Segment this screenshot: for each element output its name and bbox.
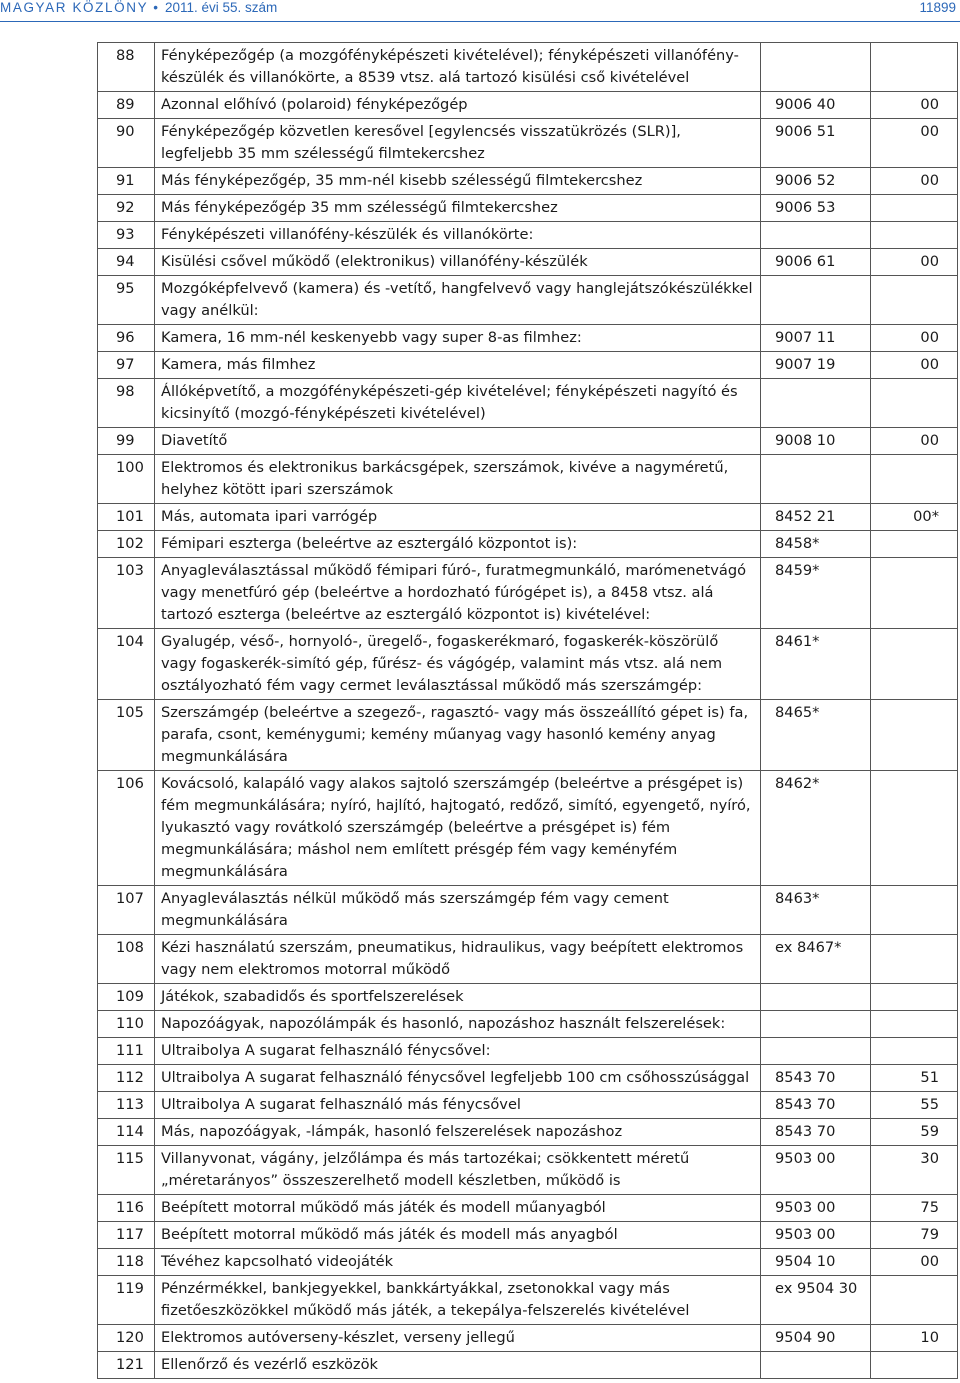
- row-description: Gyalugép, véső-, hornyoló-, üregelő-, fogaskerékmaró, fogaskerék-köszörülő vagy fogaskerék-simító gép, fűrész- és vágógép, valamint más vtsz. alá nem osztályozható fém vagy cermet leválasztással működő más szerszámgép:: [155, 629, 761, 700]
- tariff-subcode: 00: [871, 92, 958, 119]
- tariff-code: [761, 379, 871, 428]
- tariff-code: 9006 61: [761, 249, 871, 276]
- row-description: Állóképvetítő, a mozgófényképészeti-gép kivételével; fényképészeti nagyító és kicsinyítő (mozgó-fényképészeti kivételével): [155, 379, 761, 428]
- row-description: Fémipari eszterga (beleértve az esztergáló központot is):: [155, 531, 761, 558]
- tariff-subcode: 10: [871, 1325, 958, 1352]
- tariff-code: 8452 21: [761, 504, 871, 531]
- tariff-subcode: [871, 379, 958, 428]
- tariff-subcode: 30: [871, 1146, 958, 1195]
- tariff-code: [761, 1011, 871, 1038]
- tariff-code: 9006 51: [761, 119, 871, 168]
- table-row: [98, 1011, 958, 1038]
- tariff-subcode: [871, 558, 958, 629]
- tariff-subcode: [871, 222, 958, 249]
- row-number: 113: [98, 1092, 155, 1119]
- tariff-code: [761, 984, 871, 1011]
- table-row: [98, 771, 958, 886]
- row-number: 103: [98, 558, 155, 629]
- tariff-subcode: 00: [871, 352, 958, 379]
- tariff-code: 8459*: [761, 558, 871, 629]
- tariff-subcode: 00: [871, 168, 958, 195]
- row-number: 107: [98, 886, 155, 935]
- table-row: [98, 629, 958, 700]
- table-row: [98, 222, 958, 249]
- table-row: [98, 1352, 958, 1379]
- row-number: 116: [98, 1195, 155, 1222]
- table-row: [98, 352, 958, 379]
- row-number: 118: [98, 1249, 155, 1276]
- tariff-subcode: 00: [871, 428, 958, 455]
- tariff-code: 8465*: [761, 700, 871, 771]
- tariff-code: ex 8467*: [761, 935, 871, 984]
- publication-name: MAGYAR KÖZLÖNY: [0, 0, 148, 15]
- row-number: 106: [98, 771, 155, 886]
- header-title-line: [0, 0, 277, 15]
- row-description: Kisülési csővel működő (elektronikus) villanófény-készülék: [155, 249, 761, 276]
- tariff-subcode: 00: [871, 1249, 958, 1276]
- tariff-code: 8543 70: [761, 1065, 871, 1092]
- row-number: 117: [98, 1222, 155, 1249]
- table-row: [98, 1038, 958, 1065]
- table-row: [98, 1222, 958, 1249]
- tariff-code: [761, 1352, 871, 1379]
- row-number: 108: [98, 935, 155, 984]
- tariff-code: 8543 70: [761, 1119, 871, 1146]
- table-row: [98, 558, 958, 629]
- table-row: [98, 276, 958, 325]
- table-row: [98, 168, 958, 195]
- table-row: [98, 1276, 958, 1325]
- table-row: [98, 1119, 958, 1146]
- row-description: Beépített motorral működő más játék és modell műanyagból: [155, 1195, 761, 1222]
- row-number: 120: [98, 1325, 155, 1352]
- table-row: [98, 325, 958, 352]
- row-description: Más, automata ipari varrógép: [155, 504, 761, 531]
- tariff-subcode: 55: [871, 1092, 958, 1119]
- row-number: 93: [98, 222, 155, 249]
- tariff-code: 9006 40: [761, 92, 871, 119]
- table-row: [98, 455, 958, 504]
- tariff-code: ex 9504 30: [761, 1276, 871, 1325]
- row-description: Villanyvonat, vágány, jelzőlámpa és más tartozékai; csökkentett méretű „méretarányos” összeszerelhető modell készletben, működő is: [155, 1146, 761, 1195]
- tariff-code: 8462*: [761, 771, 871, 886]
- tariff-subcode: [871, 455, 958, 504]
- row-number: 112: [98, 1065, 155, 1092]
- tariff-subcode: 00: [871, 325, 958, 352]
- page-number: 11899: [919, 0, 956, 15]
- tariff-code: 8543 70: [761, 1092, 871, 1119]
- row-number: 119: [98, 1276, 155, 1325]
- tariff-code: 9503 00: [761, 1146, 871, 1195]
- row-number: 104: [98, 629, 155, 700]
- row-description: Más fényképezőgép, 35 mm-nél kisebb szélességű filmtekercshez: [155, 168, 761, 195]
- table-row: [98, 886, 958, 935]
- row-number: 110: [98, 1011, 155, 1038]
- tariff-subcode: 00: [871, 249, 958, 276]
- row-number: 98: [98, 379, 155, 428]
- table-row: [98, 935, 958, 984]
- row-number: 101: [98, 504, 155, 531]
- row-description: Elektromos és elektronikus barkácsgépek, szerszámok, kivéve a nagyméretű, helyhez kötött ipari szerszámok: [155, 455, 761, 504]
- tariff-subcode: 51: [871, 1065, 958, 1092]
- tariff-table: [97, 42, 958, 1379]
- row-number: 114: [98, 1119, 155, 1146]
- tariff-code: 9006 53: [761, 195, 871, 222]
- row-number: 121: [98, 1352, 155, 1379]
- tariff-subcode: 00: [871, 119, 958, 168]
- tariff-code: [761, 43, 871, 92]
- row-number: 115: [98, 1146, 155, 1195]
- row-description: Ellenőrző és vezérlő eszközök: [155, 1352, 761, 1379]
- tariff-subcode: [871, 195, 958, 222]
- row-description: Azonnal előhívó (polaroid) fényképezőgép: [155, 92, 761, 119]
- tariff-subcode: [871, 1276, 958, 1325]
- table-row: [98, 428, 958, 455]
- table-row: [98, 1325, 958, 1352]
- tariff-subcode: [871, 531, 958, 558]
- tariff-code: [761, 455, 871, 504]
- tariff-subcode: [871, 886, 958, 935]
- tariff-code: 8463*: [761, 886, 871, 935]
- row-number: 95: [98, 276, 155, 325]
- row-description: Fényképezőgép (a mozgófényképészeti kivételével); fényképészeti villanófény-készülék és villanókörte, a 8539 vtsz. alá tartozó kisülési cső kivételével: [155, 43, 761, 92]
- table-body: [98, 43, 958, 1379]
- tariff-subcode: [871, 1011, 958, 1038]
- row-description: Ultraibolya A sugarat felhasználó fénycsővel legfeljebb 100 cm csőhosszúsággal: [155, 1065, 761, 1092]
- tariff-subcode: [871, 1038, 958, 1065]
- row-description: Diavetítő: [155, 428, 761, 455]
- row-number: 90: [98, 119, 155, 168]
- tariff-code: 9007 11: [761, 325, 871, 352]
- table-row: [98, 1065, 958, 1092]
- row-number: 91: [98, 168, 155, 195]
- row-description: Kézi használatú szerszám, pneumatikus, hidraulikus, vagy beépített elektromos vagy nem elektromos motorral működő: [155, 935, 761, 984]
- tariff-subcode: [871, 276, 958, 325]
- row-number: 100: [98, 455, 155, 504]
- row-description: Kovácsoló, kalapáló vagy alakos sajtoló szerszámgép (beleértve a présgépet is) fém megmunkálására; nyíró, hajlító, hajtogató, redőző, simító, egyengető, nyíró, lyukasztó vagy rovátkoló szerszámgép (beleértve a présgépet is) fém megmunkálására; máshol nem említett présgép fém vagy keményfém megmunkálására: [155, 771, 761, 886]
- tariff-subcode: [871, 43, 958, 92]
- table-row: [98, 700, 958, 771]
- row-number: 105: [98, 700, 155, 771]
- row-description: Kamera, más filmhez: [155, 352, 761, 379]
- tariff-code: 9007 19: [761, 352, 871, 379]
- table-row: [98, 92, 958, 119]
- table-row: [98, 119, 958, 168]
- row-description: Napozóágyak, napozólámpák és hasonló, napozáshoz használt felszerelések:: [155, 1011, 761, 1038]
- row-number: 97: [98, 352, 155, 379]
- tariff-code: [761, 1038, 871, 1065]
- tariff-code: [761, 222, 871, 249]
- row-number: 109: [98, 984, 155, 1011]
- row-number: 88: [98, 43, 155, 92]
- tariff-code: 8458*: [761, 531, 871, 558]
- page-header: [0, 0, 960, 18]
- row-description: Ultraibolya A sugarat felhasználó fénycsővel:: [155, 1038, 761, 1065]
- row-description: Fényképészeti villanófény-készülék és villanókörte:: [155, 222, 761, 249]
- row-number: 99: [98, 428, 155, 455]
- table-row: [98, 984, 958, 1011]
- row-number: 89: [98, 92, 155, 119]
- tariff-code: [761, 276, 871, 325]
- row-number: 102: [98, 531, 155, 558]
- row-description: Ultraibolya A sugarat felhasználó más fénycsővel: [155, 1092, 761, 1119]
- table-row: [98, 249, 958, 276]
- tariff-code: 8461*: [761, 629, 871, 700]
- issue-label: 2011. évi 55. szám: [164, 0, 278, 15]
- row-description: Pénzérmékkel, bankjegyekkel, bankkártyákkal, zsetonokkal vagy más fizetőeszközökkel működő más játék, a tekepálya-felszerelés kivételével: [155, 1276, 761, 1325]
- table-row: [98, 1092, 958, 1119]
- row-description: Tévéhez kapcsolható videojáték: [155, 1249, 761, 1276]
- tariff-subcode: 79: [871, 1222, 958, 1249]
- tariff-subcode: [871, 771, 958, 886]
- tariff-code: 9504 10: [761, 1249, 871, 1276]
- tariff-subcode: 00*: [871, 504, 958, 531]
- header-rule: [0, 21, 960, 22]
- tariff-code: 9504 90: [761, 1325, 871, 1352]
- table-row: [98, 1249, 958, 1276]
- tariff-subcode: [871, 984, 958, 1011]
- row-number: 92: [98, 195, 155, 222]
- row-description: Elektromos autóverseny-készlet, verseny jellegű: [155, 1325, 761, 1352]
- tariff-subcode: [871, 935, 958, 984]
- table-row: [98, 43, 958, 92]
- tariff-subcode: [871, 629, 958, 700]
- row-number: 111: [98, 1038, 155, 1065]
- row-number: 94: [98, 249, 155, 276]
- row-number: 96: [98, 325, 155, 352]
- tariff-subcode: [871, 700, 958, 771]
- table-row: [98, 504, 958, 531]
- row-description: Játékok, szabadidős és sportfelszerelések: [155, 984, 761, 1011]
- tariff-code: 9503 00: [761, 1195, 871, 1222]
- row-description: Fényképezőgép közvetlen keresővel [egylencsés visszatükrözés (SLR)], legfeljebb 35 mm szélességű filmtekercshez: [155, 119, 761, 168]
- tariff-code: 9006 52: [761, 168, 871, 195]
- tariff-code: 9008 10: [761, 428, 871, 455]
- tariff-subcode: 75: [871, 1195, 958, 1222]
- tariff-subcode: 59: [871, 1119, 958, 1146]
- row-description: Más, napozóágyak, -lámpák, hasonló felszerelések napozáshoz: [155, 1119, 761, 1146]
- row-description: Anyagleválasztás nélkül működő más szerszámgép fém vagy cement megmunkálására: [155, 886, 761, 935]
- row-description: Anyagleválasztással működő fémipari fúró-, furatmegmunkáló, marómenetvágó vagy menetfúró gép (beleértve a hordozható fúrógépet is), a 8458 vtsz. alá tartozó eszterga (beleértve az esztergáló központot is) kivételével:: [155, 558, 761, 629]
- table-row: [98, 379, 958, 428]
- row-description: Szerszámgép (beleértve a szegező-, ragasztó- vagy más összeállító gépet is) fa, parafa, csont, keménygumi; kemény műanyag vagy hasonló kemény anyag megmunkálására: [155, 700, 761, 771]
- table-row: [98, 195, 958, 222]
- row-description: Más fényképezőgép 35 mm szélességű filmtekercshez: [155, 195, 761, 222]
- table-row: [98, 1146, 958, 1195]
- table-row: [98, 1195, 958, 1222]
- bullet-separator: •: [153, 0, 160, 15]
- tariff-subcode: [871, 1352, 958, 1379]
- row-description: Mozgóképfelvevő (kamera) és -vetítő, hangfelvevő vagy hanglejátszókészülékkel vagy anélkül:: [155, 276, 761, 325]
- row-description: Beépített motorral működő más játék és modell más anyagból: [155, 1222, 761, 1249]
- tariff-code: 9503 00: [761, 1222, 871, 1249]
- table-row: [98, 531, 958, 558]
- row-description: Kamera, 16 mm-nél keskenyebb vagy super 8-as filmhez:: [155, 325, 761, 352]
